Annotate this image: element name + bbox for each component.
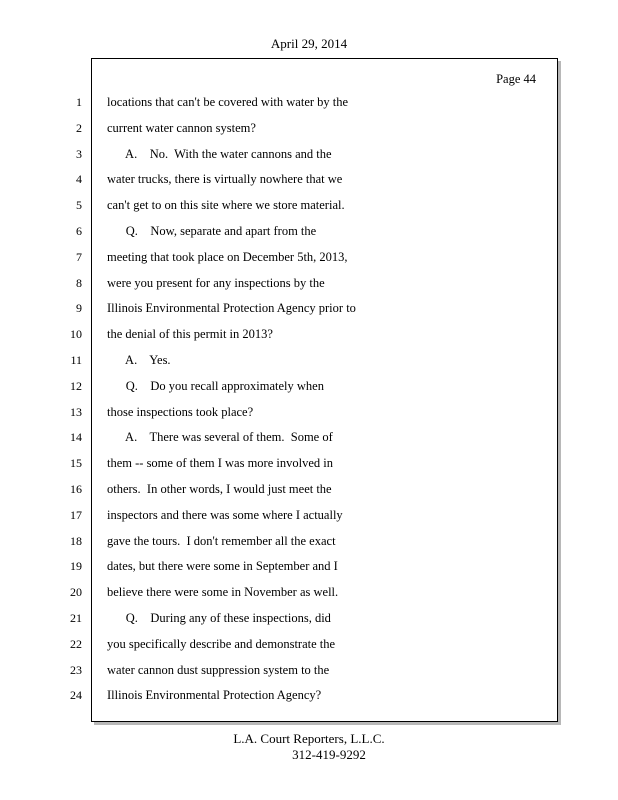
line-number: 3: [76, 146, 82, 161]
line-number: 20: [70, 585, 82, 600]
transcript-line: others. In other words, I would just meet the: [107, 481, 332, 496]
line-number: 11: [70, 352, 82, 367]
transcript-line: locations that can't be covered with water by the: [107, 95, 349, 109]
line-number: 14: [70, 430, 82, 445]
transcript-line: them -- some of them I was more involved in: [107, 456, 333, 471]
footer-firm-name: L.A. Court Reporters, L.L.C.: [233, 731, 385, 746]
transcript-line: Illinois Environmental Protection Agency?: [107, 688, 322, 703]
transcript-line: Q. Now, separate and apart from the: [107, 223, 317, 238]
line-number-column: [58, 93, 82, 712]
line-number: 19: [70, 559, 82, 574]
transcript-line: those inspections took place?: [107, 404, 254, 419]
line-number: 22: [70, 636, 82, 651]
header-date: April 29, 2014: [270, 36, 348, 51]
line-number: 6: [76, 223, 82, 238]
transcript-line: dates, but there were some in September and I: [107, 559, 338, 574]
transcript-line: water trucks, there is virtually nowhere that we: [107, 172, 343, 187]
line-number: 13: [70, 404, 82, 419]
line-number: 12: [70, 378, 82, 393]
line-number: 24: [70, 688, 82, 703]
line-number: 23: [70, 662, 82, 677]
line-number: 16: [70, 481, 82, 496]
line-number: 18: [70, 533, 82, 548]
line-number: 1: [76, 95, 82, 109]
transcript-line: Illinois Environmental Protection Agency prior to: [107, 301, 356, 316]
transcript-line: Q. Do you recall approximately when: [107, 378, 324, 393]
page-number: Page 44: [496, 72, 536, 86]
transcript-line: can't get to on this site where we store material.: [107, 198, 345, 213]
line-number: 21: [70, 610, 82, 625]
transcript-line: A. Yes.: [107, 352, 171, 367]
line-number: 9: [76, 301, 82, 316]
transcript-line: you specifically describe and demonstrate the: [107, 636, 336, 651]
line-number: 5: [76, 198, 82, 213]
transcript-line: believe there were some in November as well.: [107, 585, 339, 600]
transcript-line: meeting that took place on December 5th, 2013,: [107, 249, 348, 264]
transcript-line: current water cannon system?: [107, 120, 256, 135]
line-number: 4: [76, 172, 82, 187]
transcript-line: gave the tours. I don't remember all the exact: [107, 533, 336, 548]
transcript-line: the denial of this permit in 2013?: [107, 327, 273, 342]
transcript-line: Q. During any of these inspections, did: [107, 610, 331, 625]
line-number: 15: [70, 456, 82, 471]
transcript-line: inspectors and there was some where I actually: [107, 507, 343, 522]
transcript-line: were you present for any inspections by the: [107, 275, 325, 290]
footer-phone: 312-419-9292: [292, 747, 366, 762]
line-number: 8: [76, 275, 82, 290]
line-number: 10: [70, 327, 82, 342]
transcript-line: water cannon dust suppression system to the: [107, 662, 330, 677]
transcript-line: A. No. With the water cannons and the: [107, 146, 332, 161]
line-number: 2: [76, 120, 82, 135]
transcript-line: A. There was several of them. Some of: [107, 430, 333, 445]
footer: [0, 731, 618, 763]
line-number: 7: [76, 249, 82, 264]
transcript-body: [107, 93, 547, 712]
line-number: 17: [70, 507, 82, 522]
